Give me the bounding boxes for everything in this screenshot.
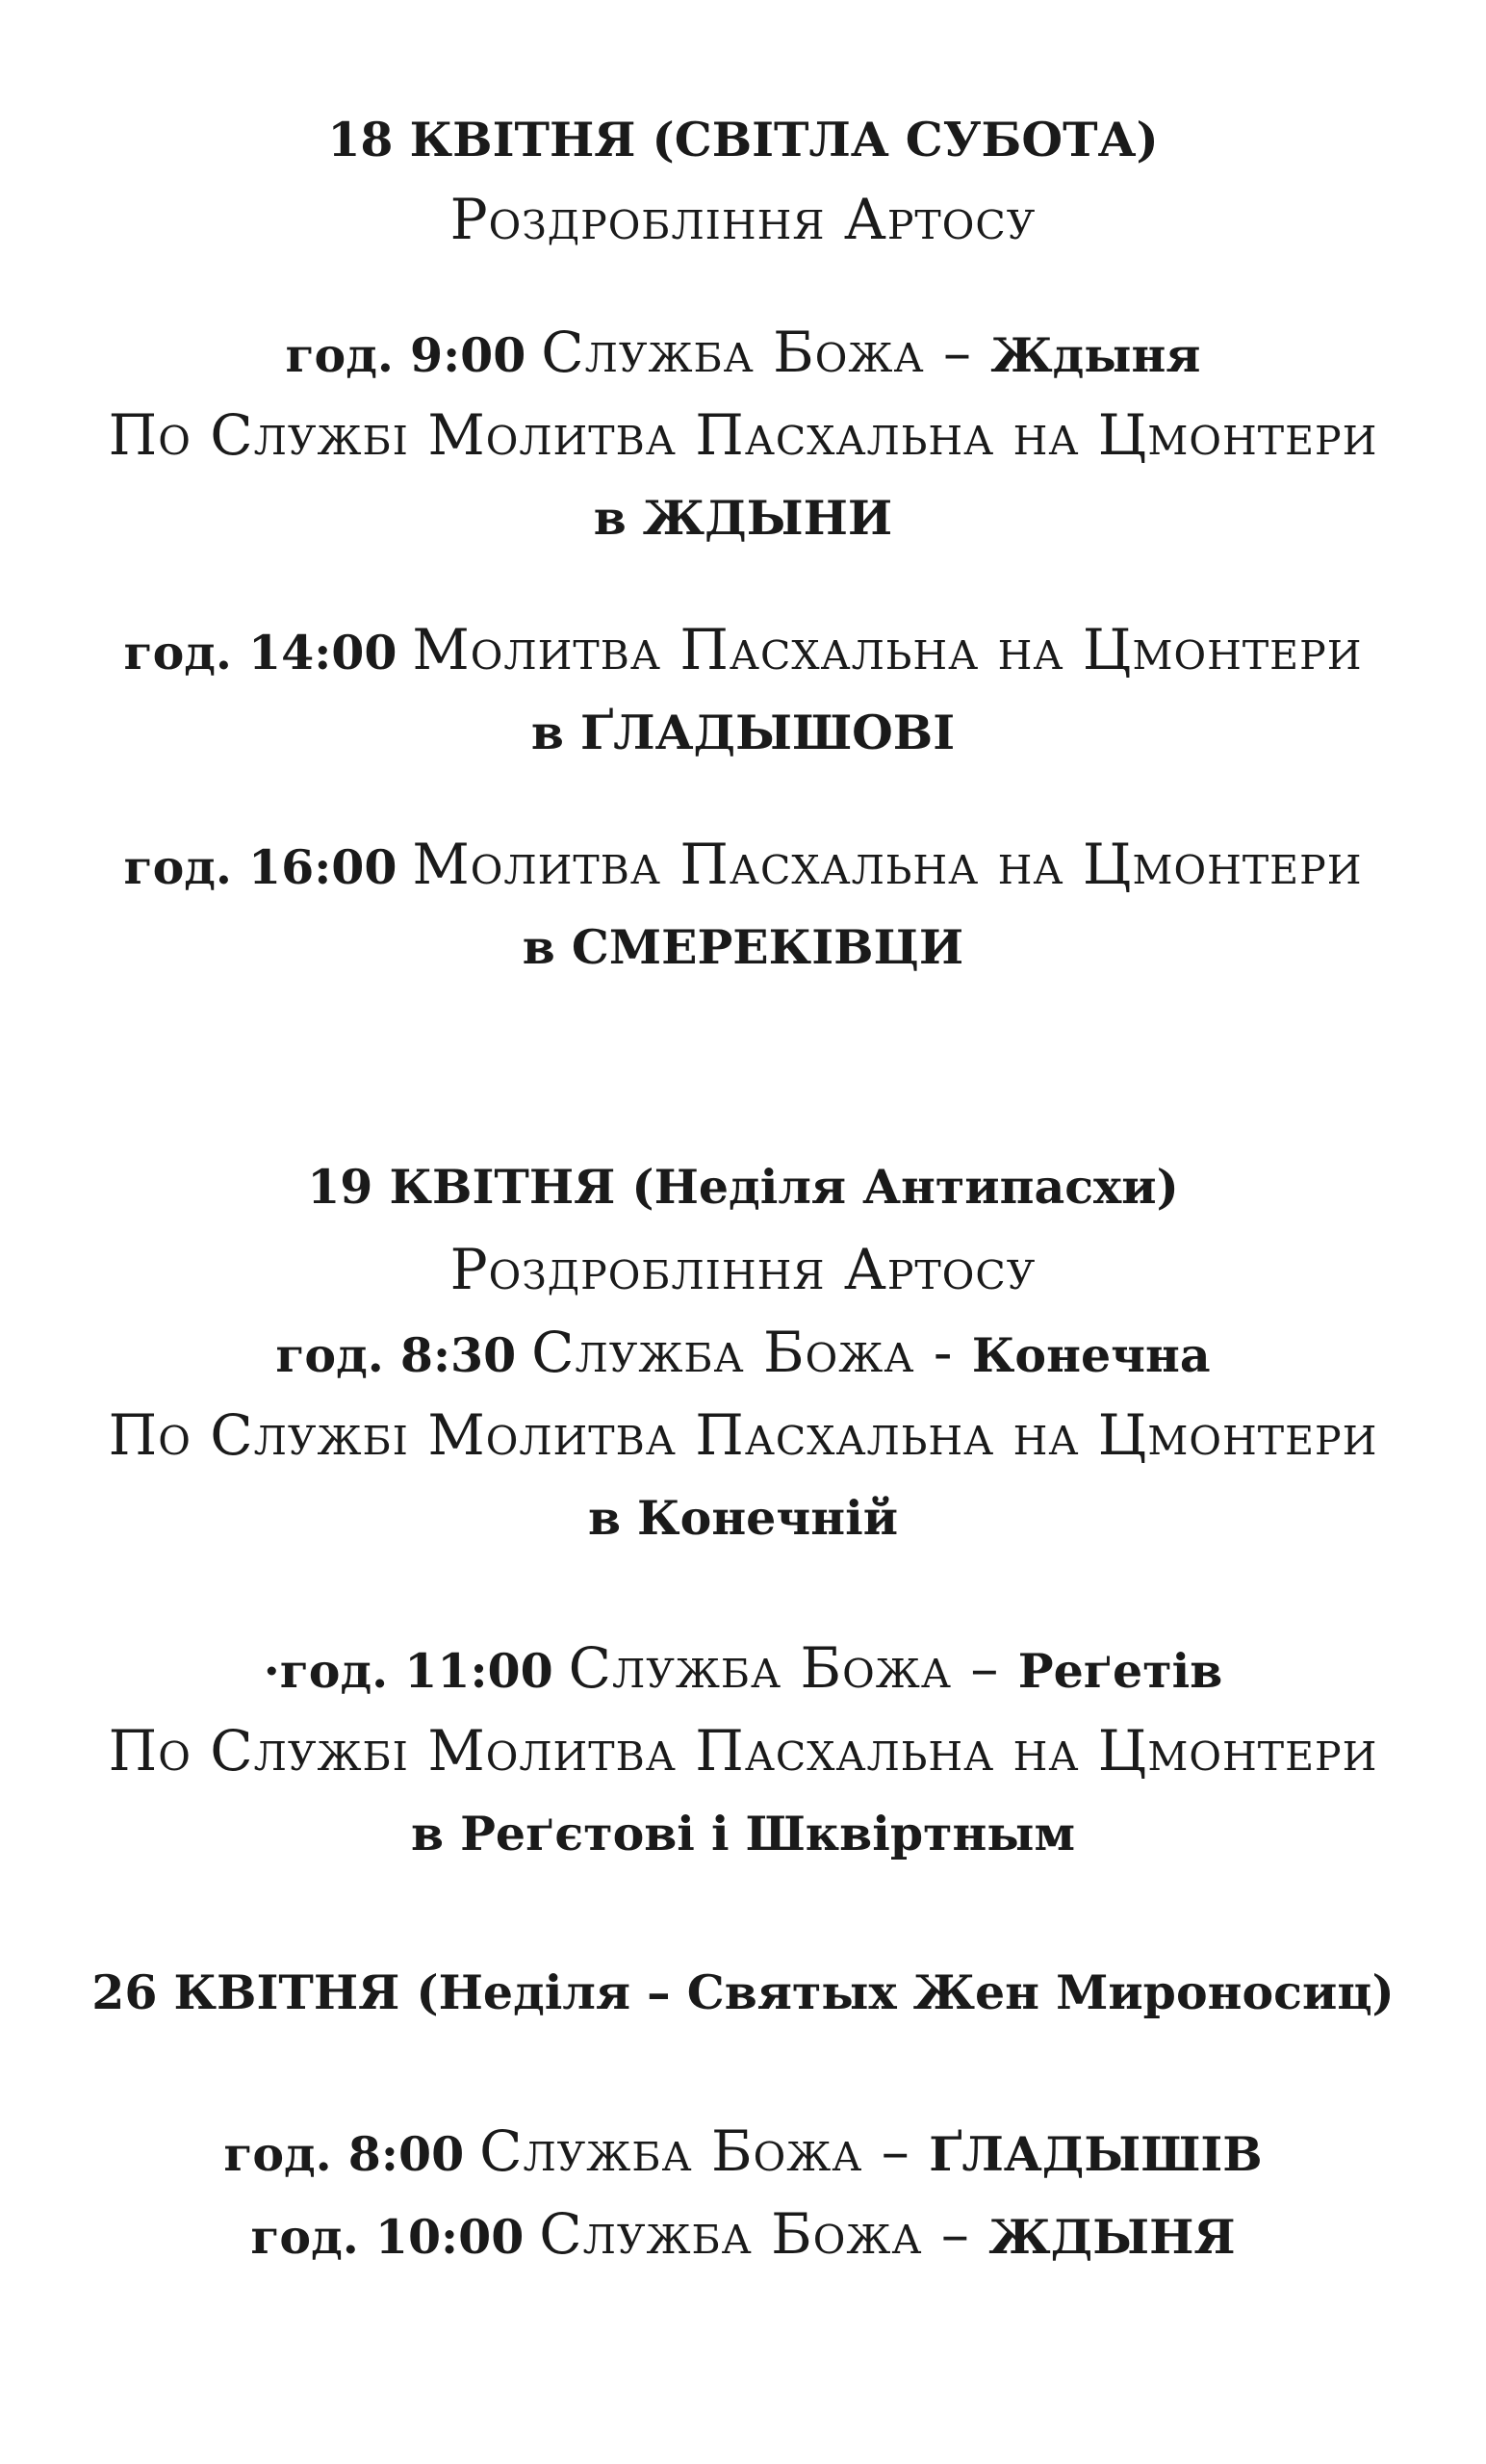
day2-event1-location: в Конечній: [587, 1490, 899, 1546]
day3-event1-line: [0, 2120, 1486, 2185]
day3-event1-place: ҐЛАДЫШІВ: [929, 2126, 1263, 2182]
day1-heading: 18 КВІТНЯ (СВІТЛА СУБОТА): [327, 112, 1159, 167]
day1-event3-line: [0, 834, 1486, 898]
day2-event1-time: год. 8:30: [275, 1327, 517, 1383]
day2-event2-time: ·год. 11:00: [263, 1643, 553, 1699]
day1-event1-time: год. 9:00: [285, 327, 526, 383]
day3-event1-service: Служба Божа –: [479, 2118, 930, 2184]
day1-event1-location: в ЖДЫНИ: [593, 490, 893, 546]
day1-event2-line: [0, 619, 1486, 683]
day2-event1-service: Служба Божа -: [531, 1320, 972, 1385]
day1-event3-service: Молитва Пасхальна на Цмонтери: [412, 832, 1363, 897]
day1-event1-note: По Службі Молитва Пасхальна на Цмонтери: [108, 402, 1378, 468]
day3-heading: 26 КВІТНЯ (Неділя – Святых Жен Мироносиц): [91, 1964, 1395, 2020]
day1-event1-place: Ждыня: [990, 327, 1201, 383]
day1-subtitle: Роздробління Артосу: [449, 187, 1037, 252]
day3-event2-service: Служба Божа –: [539, 2201, 989, 2267]
day1-event1-line: [0, 321, 1486, 386]
day3-event2-place: ЖДЫНЯ: [988, 2209, 1236, 2265]
day2-event2-location: в Реґєтові і Шквіртным: [410, 1806, 1076, 1861]
day2-heading: 19 КВІТНЯ (Неділя Антипасхи): [307, 1159, 1179, 1215]
day2-event2-service: Служба Божа –: [568, 1635, 1018, 1701]
day2-event1-line: [0, 1322, 1486, 1386]
day2-subtitle: Роздробління Артосу: [449, 1237, 1037, 1302]
day1-event2-time: год. 14:00: [123, 625, 397, 680]
day1-event3-location: в СМЕРЕКІВЦИ: [522, 919, 964, 975]
day3-event2-time: год. 10:00: [250, 2209, 525, 2265]
day2-event1-note: По Службі Молитва Пасхальна на Цмонтери: [108, 1402, 1378, 1468]
day2-event2-line: [0, 1637, 1486, 1702]
day2-event2-place: Реґетів: [1017, 1643, 1223, 1699]
day3-event2-line: [0, 2203, 1486, 2268]
day2-event2-note: По Службі Молитва Пасхальна на Цмонтери: [108, 1718, 1378, 1784]
day1-event3-time: год. 16:00: [123, 839, 397, 895]
day1-event1-service: Служба Божа –: [541, 320, 991, 385]
day1-event2-location: в ҐЛАДЫШОВІ: [530, 705, 956, 760]
day3-event1-time: год. 8:00: [223, 2126, 465, 2182]
day2-event1-place: Конечна: [971, 1327, 1211, 1383]
day1-event2-service: Молитва Пасхальна на Цмонтери: [412, 617, 1363, 682]
